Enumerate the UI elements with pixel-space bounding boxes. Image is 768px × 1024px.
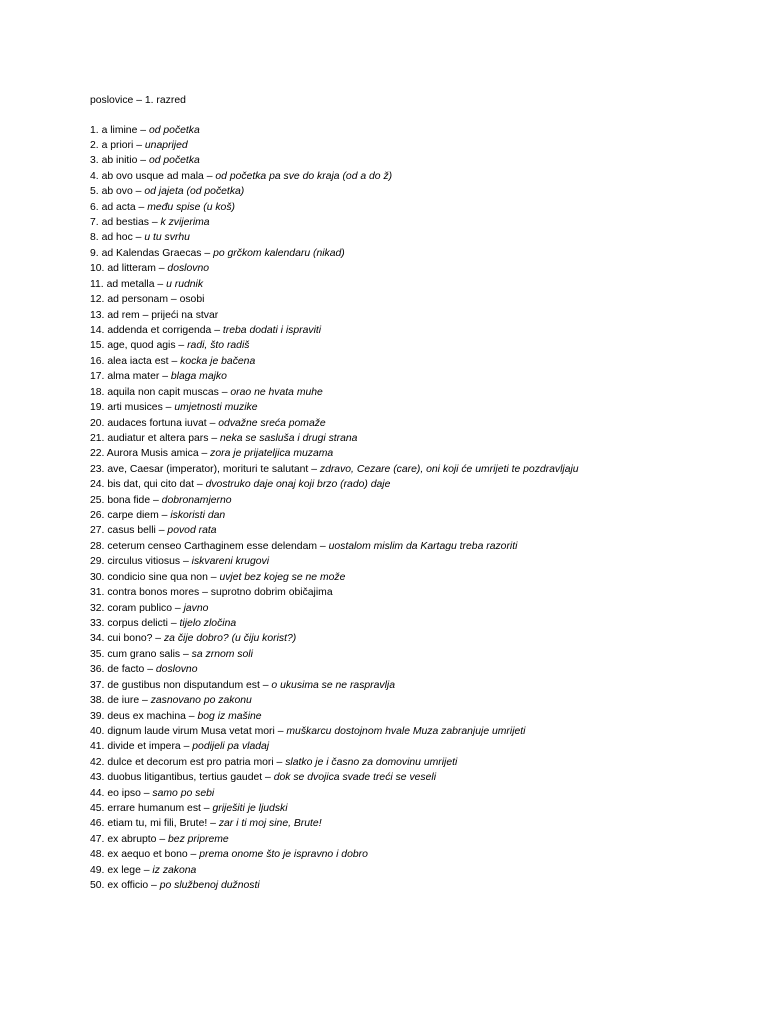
item-number: 41.	[90, 741, 105, 753]
latin-phrase: coram publico	[107, 602, 173, 614]
latin-phrase: dulce et decorum est pro patria mori	[107, 756, 274, 768]
dash-separator: –	[132, 232, 145, 244]
latin-phrase: de iure	[107, 695, 140, 707]
dash-separator: –	[194, 479, 206, 491]
latin-phrase: ex abrupto	[107, 833, 157, 845]
translation: iskoristi dan	[170, 510, 226, 522]
list-item	[90, 184, 579, 199]
dash-separator: –	[140, 864, 153, 876]
item-number: 9.	[90, 247, 99, 259]
dash-separator: –	[167, 618, 180, 629]
translation: u tu svrhu	[144, 232, 190, 244]
list-item	[90, 539, 579, 554]
translation: zar i ti moj sine, Brute!	[218, 818, 322, 830]
list-item	[90, 739, 579, 754]
list-item	[90, 878, 579, 893]
list-item	[90, 786, 579, 801]
dash-separator: –	[201, 247, 214, 259]
dash-separator: –	[139, 695, 151, 707]
list-item	[90, 200, 579, 215]
translation: radi, što radiš	[187, 340, 250, 352]
translation: k zvijerima	[160, 217, 210, 229]
item-number: 11.	[90, 278, 104, 290]
latin-phrase: ad metalla	[106, 278, 155, 290]
translation: od početka pa sve do kraja (od a do ž)	[215, 170, 393, 182]
item-number: 24.	[90, 479, 105, 491]
list-item	[90, 585, 579, 600]
translation: blaga majko	[170, 371, 227, 383]
latin-phrase: ab ovo	[101, 186, 133, 198]
dash-separator: –	[180, 648, 192, 660]
dash-separator: –	[207, 571, 220, 583]
item-number: 27.	[90, 525, 105, 537]
latin-phrase: condicio sine qua non	[107, 571, 208, 583]
latin-phrase: casus belli	[107, 525, 156, 537]
item-number: 26.	[90, 510, 105, 522]
item-number: 10.	[90, 263, 105, 275]
latin-phrase: contra bonos mores	[107, 587, 200, 599]
list-item	[90, 523, 579, 538]
list-item	[90, 631, 579, 646]
translation: među spise (u koš)	[147, 201, 235, 213]
item-number: 21.	[90, 432, 105, 444]
latin-phrase: corpus delicti	[107, 618, 168, 629]
item-number: 16.	[90, 355, 105, 367]
latin-phrase: audiatur et altera pars	[107, 432, 209, 444]
translation: griješiti je ljudski	[212, 803, 288, 815]
latin-phrase: age, quod agis	[107, 340, 176, 352]
dash-separator: –	[133, 139, 145, 151]
latin-phrase: bis dat, qui cito dat	[107, 479, 194, 491]
translation: zdravo, Cezare (care), oni koji će umrijeti te pozdravljaju	[319, 463, 579, 475]
item-number: 44.	[90, 787, 105, 799]
item-number: 20.	[90, 417, 105, 429]
translation: uostalom mislim da Kartagu treba razoriti	[328, 540, 518, 552]
dash-separator: –	[185, 710, 198, 722]
list-item	[90, 246, 579, 261]
item-number: 47.	[90, 833, 105, 845]
translation: u rudnik	[166, 278, 204, 290]
latin-phrase: ad Kalendas Graecas	[101, 247, 202, 259]
latin-phrase: deus ex machina	[107, 710, 186, 722]
dash-separator: –	[273, 756, 286, 768]
dash-separator: –	[180, 556, 192, 568]
dash-separator: –	[187, 849, 200, 861]
item-number: 32.	[90, 602, 105, 614]
latin-phrase: ad rem	[107, 309, 140, 321]
translation: o ukusima se ne raspravlja	[271, 679, 396, 691]
latin-phrase: ad acta	[101, 201, 136, 213]
latin-phrase: ave, Caesar (imperator), morituri te salutant	[107, 463, 309, 475]
translation: povod rata	[167, 525, 217, 537]
item-number: 1.	[90, 124, 99, 136]
list-item	[90, 570, 579, 585]
list-item	[90, 477, 579, 492]
latin-phrase: circulus vitiosus	[107, 556, 181, 568]
latin-phrase: de gustibus non disputandum est	[107, 679, 260, 691]
list-item	[90, 709, 579, 724]
item-number: 17.	[90, 371, 105, 383]
translation: zasnovano po zakonu	[150, 695, 252, 707]
latin-phrase: ex aequo et bono	[107, 849, 188, 861]
list-item	[90, 169, 579, 184]
item-number: 45.	[90, 803, 105, 815]
translation: prema onome što je ispravno i dobro	[199, 849, 368, 861]
item-number: 48.	[90, 849, 105, 861]
translation: dvostruko daje onaj koji brzo (rado) daje	[205, 479, 391, 491]
dash-separator: –	[262, 772, 274, 784]
list-item	[90, 323, 579, 338]
dash-separator: –	[148, 217, 161, 229]
dash-separator: –	[135, 201, 148, 213]
dash-separator: –	[308, 463, 320, 475]
translation: odvažne sreća pomaže	[218, 417, 326, 429]
item-number: 36.	[90, 664, 105, 676]
item-number: 6.	[90, 201, 99, 213]
dash-separator: –	[158, 510, 171, 522]
item-number: 39.	[90, 710, 105, 722]
translation: treba dodati i ispraviti	[222, 324, 322, 336]
dash-separator: –	[274, 725, 287, 737]
item-number: 50.	[90, 880, 105, 892]
translation: zora je prijateljica muzama	[210, 448, 334, 460]
list-item	[90, 508, 579, 523]
item-number: 43.	[90, 772, 105, 784]
latin-phrase: de facto	[107, 664, 145, 676]
translation: doslovno	[167, 263, 210, 275]
dash-separator: –	[162, 402, 175, 414]
item-number: 3.	[90, 155, 99, 167]
translation: dobronamjerno	[161, 494, 232, 506]
latin-phrase: alea iacta est	[107, 355, 169, 367]
translation: iz zakona	[152, 864, 197, 876]
translation: od početka	[148, 124, 200, 136]
dash-separator: –	[155, 525, 168, 537]
dash-separator: –	[259, 679, 272, 691]
list-item	[90, 338, 579, 353]
item-number: 40.	[90, 725, 105, 737]
dash-separator: –	[317, 540, 329, 552]
dash-separator: –	[150, 494, 162, 506]
translation: iskvareni krugovi	[191, 556, 270, 568]
dash-separator: –	[211, 324, 223, 336]
dash-separator: –	[132, 186, 145, 198]
list-item	[90, 616, 579, 631]
list-item	[90, 693, 579, 708]
list-item	[90, 601, 579, 616]
latin-phrase: carpe diem	[107, 510, 159, 522]
translation: tijelo zločina	[179, 618, 237, 629]
item-number: 37.	[90, 679, 105, 691]
translation: slatko je i časno za domovinu umrijeti	[285, 756, 458, 768]
list-item	[90, 416, 579, 431]
translation: od početka	[148, 155, 200, 167]
dash-separator: –	[218, 386, 231, 398]
item-number: 38.	[90, 695, 105, 707]
list-item	[90, 369, 579, 384]
item-number: 22.	[90, 448, 105, 460]
dash-separator: –	[156, 833, 169, 845]
translation: prijeći na stvar	[151, 309, 219, 321]
list-item	[90, 493, 579, 508]
latin-phrase: arti musices	[107, 402, 163, 414]
latin-phrase: ex lege	[107, 864, 141, 876]
dash-separator: –	[168, 294, 180, 306]
latin-phrase: ad personam	[107, 294, 168, 306]
dash-separator: –	[199, 587, 211, 599]
latin-phrase: ab ovo usque ad mala	[101, 170, 204, 182]
translation: po službenoj dužnosti	[159, 880, 260, 892]
translation: umjetnosti muzike	[174, 402, 258, 414]
translation: podijeli pa vladaj	[192, 741, 270, 753]
dash-separator: –	[155, 263, 168, 275]
dash-separator: –	[198, 448, 211, 460]
list-item	[90, 138, 579, 153]
proverb-list	[90, 123, 579, 894]
latin-phrase: dignum laude virum Musa vetat mori	[107, 725, 275, 737]
list-item	[90, 230, 579, 245]
translation: orao ne hvata muhe	[230, 386, 323, 398]
latin-phrase: etiam tu, mi fili, Brute!	[107, 818, 208, 830]
latin-phrase: a priori	[101, 139, 134, 151]
item-number: 28.	[90, 540, 105, 552]
dash-separator: –	[148, 880, 160, 892]
latin-phrase: cui bono?	[107, 633, 153, 645]
translation: dok se dvojica svade treći se veseli	[273, 772, 437, 784]
list-item	[90, 554, 579, 569]
translation: kocka je bačena	[180, 355, 256, 367]
item-number: 15.	[90, 340, 105, 352]
list-item	[90, 123, 579, 138]
list-item	[90, 446, 579, 461]
dash-separator: –	[139, 309, 152, 321]
item-number: 14.	[90, 324, 105, 336]
latin-phrase: ad litteram	[107, 263, 156, 275]
list-item	[90, 770, 579, 785]
translation: uvjet bez kojeg se ne može	[219, 571, 346, 583]
item-number: 13.	[90, 309, 105, 321]
dash-separator: –	[137, 124, 149, 136]
dash-separator: –	[208, 432, 220, 444]
list-item	[90, 724, 579, 739]
list-item	[90, 647, 579, 662]
list-item	[90, 308, 579, 323]
latin-phrase: Aurora Musis amica	[106, 448, 199, 460]
dash-separator: –	[200, 803, 213, 815]
item-number: 5.	[90, 186, 99, 198]
list-item	[90, 354, 579, 369]
dash-separator: –	[152, 633, 164, 645]
translation: za čije dobro? (u čiju korist?)	[163, 633, 297, 645]
item-number: 46.	[90, 818, 105, 830]
item-number: 29.	[90, 556, 105, 568]
item-number: 19.	[90, 402, 105, 414]
dash-separator: –	[159, 371, 171, 383]
translation: osobi	[179, 294, 205, 306]
item-number: 30.	[90, 571, 105, 583]
latin-phrase: ab initio	[101, 155, 138, 167]
dash-separator: –	[206, 417, 219, 429]
list-item	[90, 662, 579, 677]
list-item	[90, 678, 579, 693]
dash-separator: –	[140, 787, 153, 799]
item-number: 42.	[90, 756, 105, 768]
list-item	[90, 261, 579, 276]
item-number: 33.	[90, 618, 105, 629]
list-item	[90, 863, 579, 878]
dash-separator: –	[154, 278, 167, 290]
document-title: poslovice – 1. razred	[90, 95, 186, 106]
list-item	[90, 431, 579, 446]
item-number: 35.	[90, 648, 105, 660]
item-number: 31.	[90, 587, 105, 599]
item-number: 25.	[90, 494, 105, 506]
list-item	[90, 755, 579, 770]
translation: neka se sasluša i drugi strana	[220, 432, 358, 444]
item-number: 8.	[90, 232, 99, 244]
list-item	[90, 277, 579, 292]
list-item	[90, 292, 579, 307]
translation: muškarcu dostojnom hvale Muza zabranjuje umrijeti	[286, 725, 526, 737]
list-item	[90, 462, 579, 477]
translation: sa zrnom soli	[191, 648, 253, 660]
item-number: 12.	[90, 294, 105, 306]
translation: unaprijed	[144, 139, 188, 151]
translation: od jajeta (od početka)	[144, 186, 245, 198]
dash-separator: –	[203, 170, 216, 182]
translation: po grčkom kalendaru (nikad)	[213, 247, 345, 259]
translation: javno	[183, 602, 209, 614]
item-number: 49.	[90, 864, 105, 876]
latin-phrase: ad bestias	[101, 217, 149, 229]
list-item	[90, 215, 579, 230]
list-item	[90, 832, 579, 847]
item-number: 4.	[90, 170, 99, 182]
list-item	[90, 385, 579, 400]
latin-phrase: errare humanum est	[107, 803, 201, 815]
list-item	[90, 153, 579, 168]
item-number: 7.	[90, 217, 99, 229]
translation: bog iz mašine	[197, 710, 262, 722]
latin-phrase: eo ipso	[107, 787, 141, 799]
dash-separator: –	[175, 340, 188, 352]
latin-phrase: duobus litigantibus, tertius gaudet	[107, 772, 263, 784]
latin-phrase: ex officio	[107, 880, 149, 892]
translation: bez pripreme	[168, 833, 229, 845]
latin-phrase: aquila non capit muscas	[107, 386, 219, 398]
list-item	[90, 801, 579, 816]
latin-phrase: bona fide	[107, 494, 151, 506]
translation: samo po sebi	[152, 787, 215, 799]
list-item	[90, 400, 579, 415]
dash-separator: –	[180, 741, 193, 753]
dash-separator: –	[144, 664, 156, 676]
latin-phrase: ceterum censeo Carthaginem esse delendam	[107, 540, 318, 552]
translation: doslovno	[155, 664, 198, 676]
latin-phrase: cum grano salis	[107, 648, 181, 660]
item-number: 2.	[90, 139, 99, 151]
list-item	[90, 847, 579, 862]
dash-separator: –	[137, 155, 149, 167]
dash-separator: –	[168, 355, 181, 367]
latin-phrase: alma mater	[107, 371, 160, 383]
translation: suprotno dobrim običajima	[210, 587, 333, 599]
item-number: 18.	[90, 386, 105, 398]
latin-phrase: divide et impera	[107, 741, 181, 753]
latin-phrase: audaces fortuna iuvat	[107, 417, 207, 429]
item-number: 23.	[90, 463, 105, 475]
list-item	[90, 816, 579, 831]
latin-phrase: ad hoc	[101, 232, 133, 244]
latin-phrase: addenda et corrigenda	[107, 324, 212, 336]
latin-phrase: a limine	[101, 124, 138, 136]
item-number: 34.	[90, 633, 105, 645]
dash-separator: –	[207, 818, 219, 830]
dash-separator: –	[172, 602, 184, 614]
